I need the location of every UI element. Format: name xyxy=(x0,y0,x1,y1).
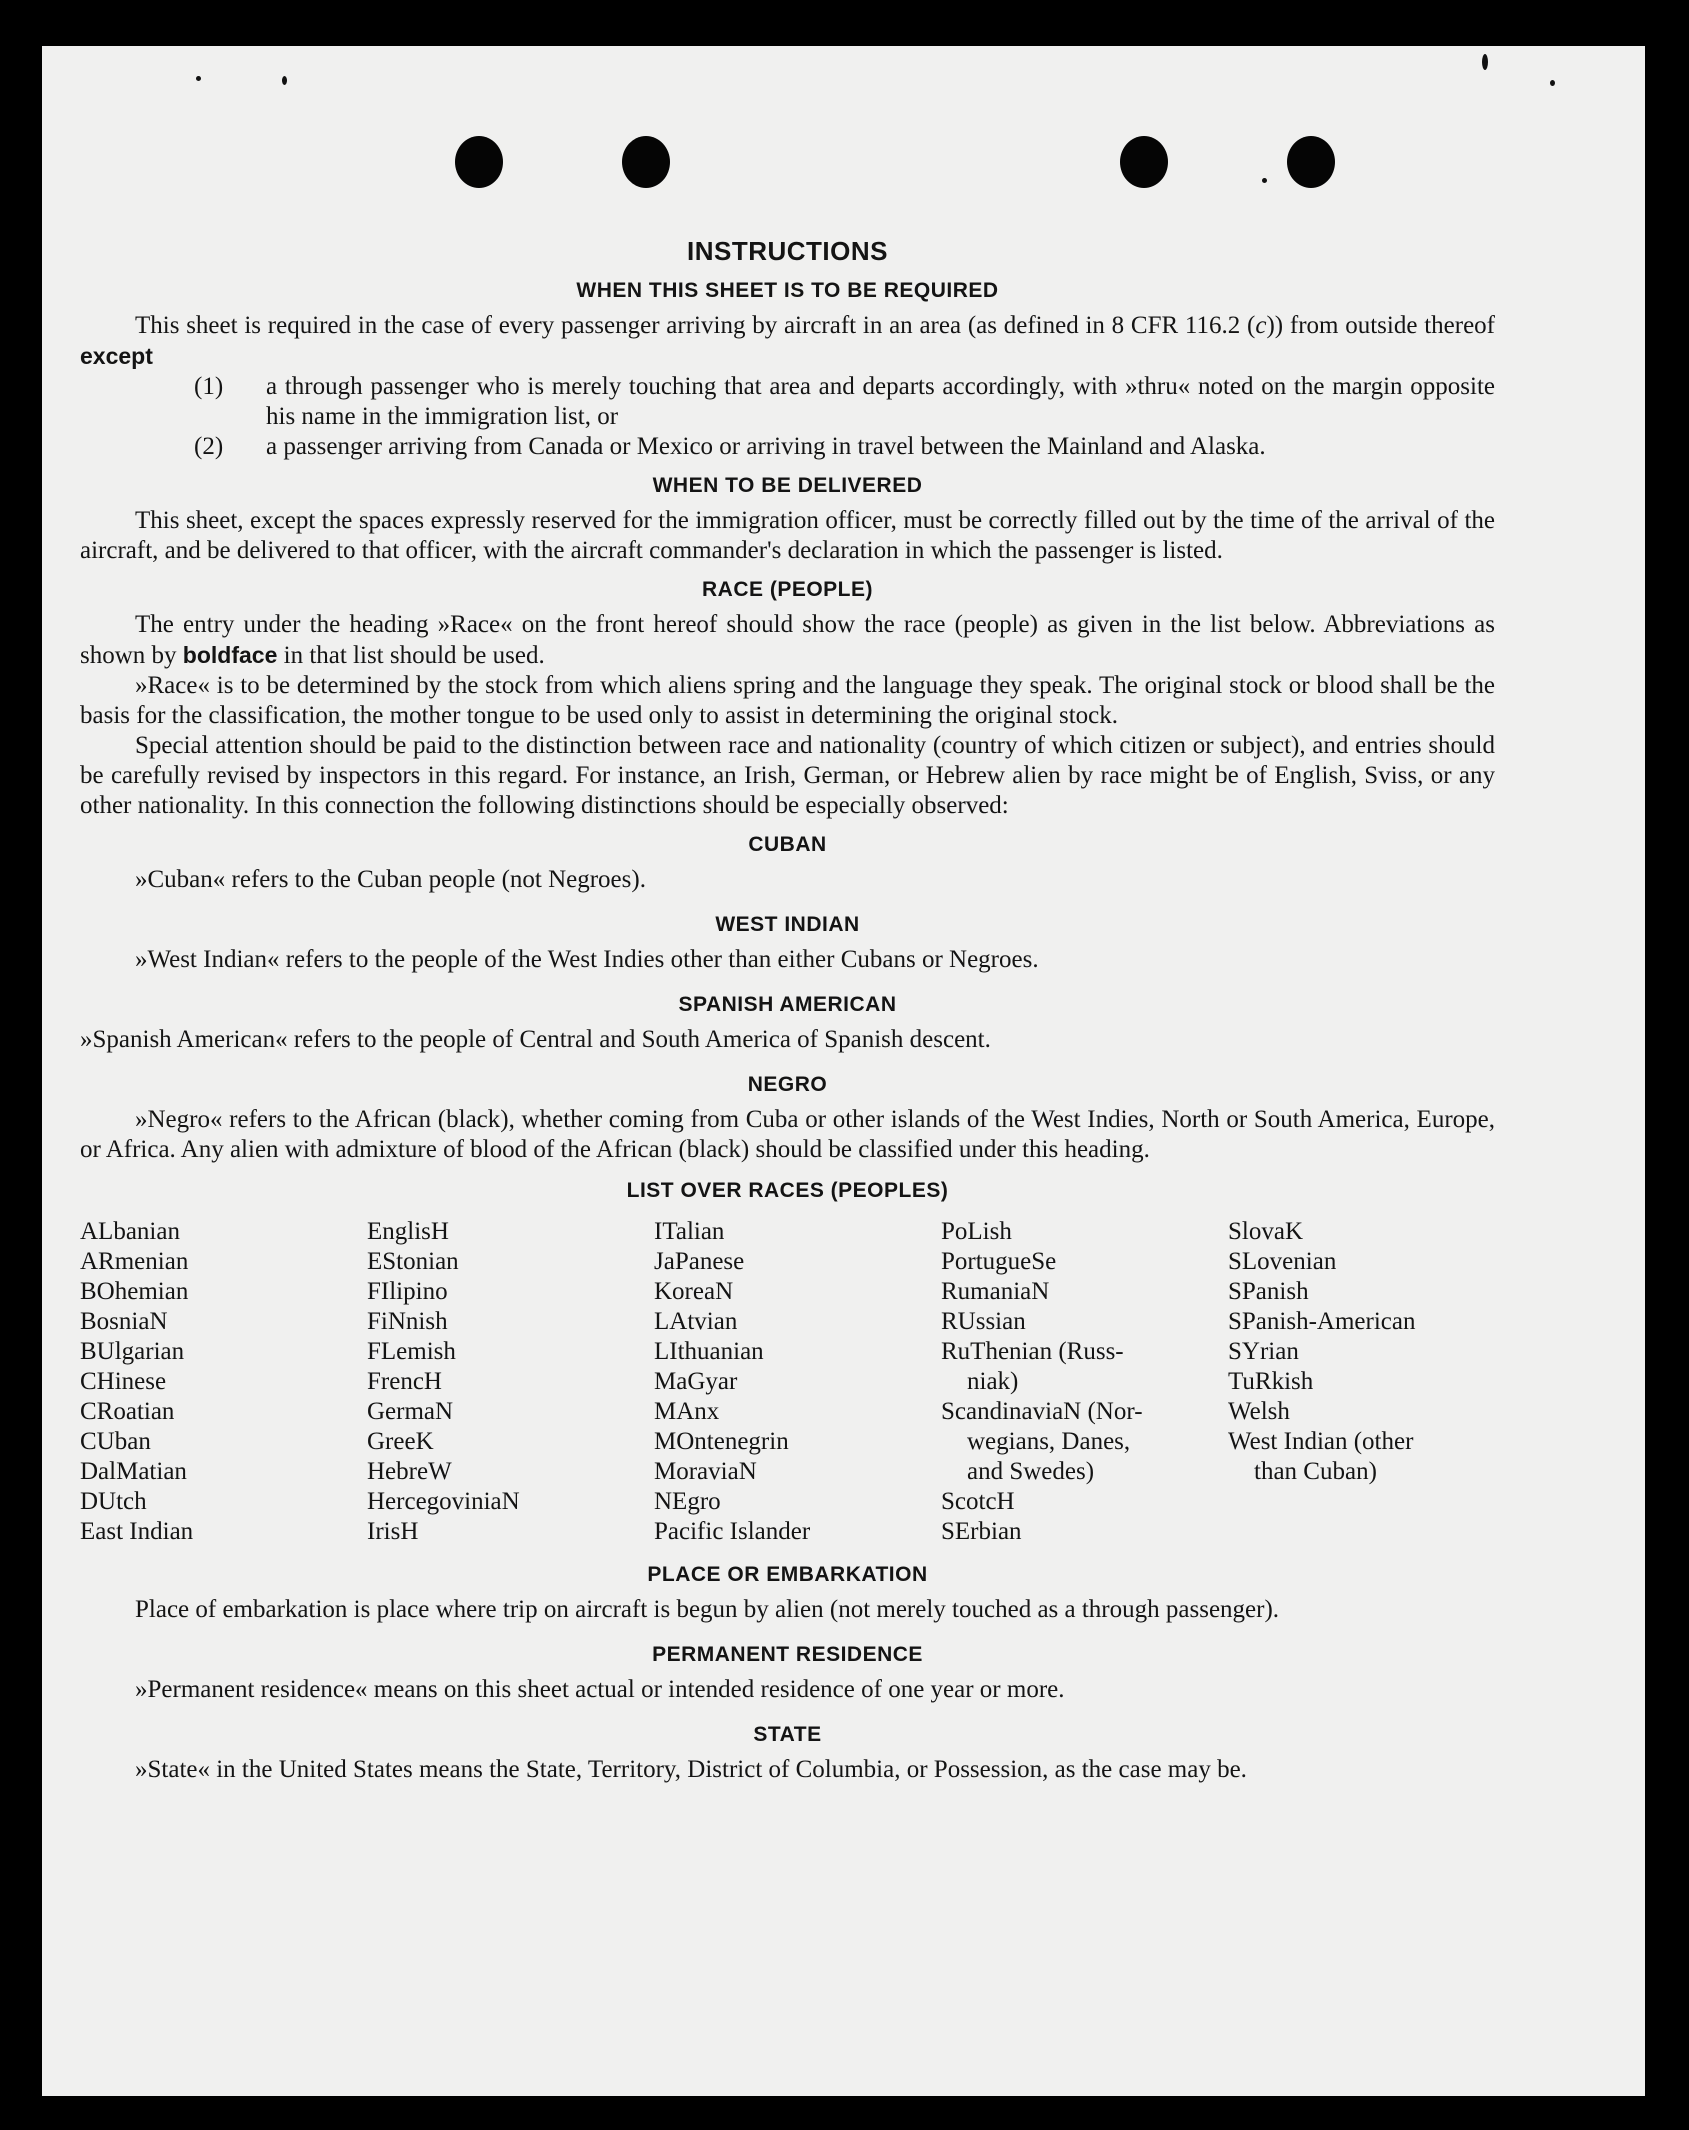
race-item: West Indian (other than Cuban) xyxy=(1228,1428,1414,1485)
paragraph: »West Indian« refers to the people of the West Indies other than either Cubans or Negroes. xyxy=(135,946,1039,973)
race-item: RumaniaN xyxy=(941,1278,1050,1305)
paragraph: Special attention should be paid to the distinction between race and nationality (country of which citizen or subject), and entries should be carefully revised by inspectors in this regard. For instance, an Irish, German, or Hebrew alien by race might be of English, Sviss, or any other nationality. In this connection the following distinctions should be especially observed: xyxy=(80,732,1495,819)
race-column xyxy=(1228,1217,1495,1547)
punch-hole xyxy=(455,136,503,188)
paragraph: »Negro« refers to the African (black), whether coming from Cuba or other islands of the West Indies, North or South America, Europe, or Africa. Any alien with admixture of blood of the African (black) should be classified under this heading. xyxy=(80,1106,1495,1163)
section-heading: WHEN THIS SHEET IS TO BE REQUIRED xyxy=(576,279,999,302)
race-item: HebreW xyxy=(367,1458,452,1485)
race-item: CRoatian xyxy=(80,1398,175,1425)
race-item: SLovenian xyxy=(1228,1248,1337,1275)
race-item: SYrian xyxy=(1228,1338,1299,1365)
race-item: FiNnish xyxy=(367,1308,448,1335)
race-item: GreeK xyxy=(367,1428,434,1455)
race-item: PortugueSe xyxy=(941,1248,1057,1275)
race-column xyxy=(654,1217,941,1547)
document-body xyxy=(80,194,1495,1785)
paragraph: »State« in the United States means the State, Territory, District of Columbia, or Possession, as the case may be. xyxy=(135,1756,1247,1783)
race-item: SPanish-American xyxy=(1228,1308,1416,1335)
section-heading: STATE xyxy=(753,1723,822,1746)
paragraph: This sheet, except the spaces expressly reserved for the immigration officer, must be correctly filled out by the time of the arrival of the aircraft, and be delivered to that officer, with the aircraft commander's declaration in which the passenger is listed. xyxy=(80,507,1495,564)
punch-hole xyxy=(622,136,670,188)
race-item: DUtch xyxy=(80,1488,147,1515)
section-heading: CUBAN xyxy=(748,833,827,856)
race-item: BosniaN xyxy=(80,1308,168,1335)
race-item: Pacific Islander xyxy=(654,1518,811,1545)
race-item: MaGyar xyxy=(654,1368,738,1395)
race-list xyxy=(80,1217,1495,1547)
instruction-sheet xyxy=(42,46,1645,2096)
section-heading: SPANISH AMERICAN xyxy=(678,993,897,1016)
race-item: LAtvian xyxy=(654,1308,738,1335)
race-item: FrencH xyxy=(367,1368,442,1395)
section-heading: WEST INDIAN xyxy=(715,913,860,936)
race-column xyxy=(367,1217,654,1547)
paragraph: »Spanish American« refers to the people of Central and South America of Spanish descent. xyxy=(80,1026,991,1053)
paragraph: The entry under the heading »Race« on the front hereof should show the race (people) as given in the list below. Abbreviations as shown by boldface in that list should be used. xyxy=(80,611,1495,669)
race-item: ScotcH xyxy=(941,1488,1015,1515)
race-item: MAnx xyxy=(654,1398,720,1425)
race-item: BUlgarian xyxy=(80,1338,185,1365)
race-item: ScandinaviaN (Nor- wegians, Danes, and Swedes) xyxy=(941,1398,1143,1485)
race-item: SErbian xyxy=(941,1518,1022,1545)
race-item: BOhemian xyxy=(80,1278,189,1305)
section-heading: NEGRO xyxy=(747,1073,828,1096)
race-item: DalMatian xyxy=(80,1458,187,1485)
race-item: Welsh xyxy=(1228,1398,1290,1425)
section-heading: PLACE OR EMBARKATION xyxy=(647,1563,928,1586)
race-item: MOntenegrin xyxy=(654,1428,789,1455)
paragraph: »Race« is to be determined by the stock from which aliens spring and the language they speak. The original stock or blood shall be the basis for the classification, the mother tongue to be used only to assist in determining the original stock. xyxy=(80,672,1495,729)
speck xyxy=(196,76,201,81)
race-item: CUban xyxy=(80,1428,151,1455)
race-item: JaPanese xyxy=(654,1248,745,1275)
section-heading: LIST OVER RACES (PEOPLES) xyxy=(626,1179,949,1202)
race-item: ITalian xyxy=(654,1218,725,1245)
race-item: FLemish xyxy=(367,1338,456,1365)
paragraph: »Permanent residence« means on this sheet actual or intended residence of one year or more. xyxy=(135,1676,1065,1703)
race-item: IrisH xyxy=(367,1518,419,1545)
section-heading: RACE (PEOPLE) xyxy=(701,578,873,601)
punch-hole xyxy=(1287,136,1335,188)
race-item: RUssian xyxy=(941,1308,1026,1335)
list-item: (1) a through passenger who is merely touching that area and departs accordingly, with »thru« noted on the margin opposite his name in the immigration list, or xyxy=(194,373,1495,430)
paragraph: Place of embarkation is place where trip on aircraft is begun by alien (not merely touched as a through passenger). xyxy=(135,1596,1280,1623)
race-column xyxy=(80,1217,367,1547)
race-item: ALbanian xyxy=(80,1218,180,1245)
race-item: GermaN xyxy=(367,1398,454,1425)
race-item: EnglisH xyxy=(367,1218,449,1245)
list-item: (2) a passenger arriving from Canada or Mexico or arriving in travel between the Mainland and Alaska. xyxy=(194,433,1266,460)
race-item: RuThenian (Russ- niak) xyxy=(941,1338,1124,1395)
race-item: KoreaN xyxy=(654,1278,734,1305)
paragraph: »Cuban« refers to the Cuban people (not Negroes). xyxy=(135,866,646,893)
speck xyxy=(1262,178,1267,183)
race-item: LIthuanian xyxy=(654,1338,764,1365)
race-item: ARmenian xyxy=(80,1248,189,1275)
race-item: CHinese xyxy=(80,1368,167,1395)
race-column xyxy=(941,1217,1228,1547)
race-item: FIlipino xyxy=(367,1278,448,1305)
race-item: SlovaK xyxy=(1228,1218,1303,1245)
race-item: EStonian xyxy=(367,1248,459,1275)
paragraph: This sheet is required in the case of every passenger arriving by aircraft in an area (as defined in 8 CFR 116.2 (c)) from outside thereof except xyxy=(80,312,1495,369)
section-heading: PERMANENT RESIDENCE xyxy=(652,1643,923,1666)
page-title: INSTRUCTIONS xyxy=(687,236,888,266)
race-item: NEgro xyxy=(654,1488,721,1515)
race-item: East Indian xyxy=(80,1518,194,1545)
speck xyxy=(282,76,287,85)
punch-hole xyxy=(1120,136,1168,188)
race-item: SPanish xyxy=(1228,1278,1309,1305)
race-item: HercegoviniaN xyxy=(367,1488,520,1515)
race-item: PoLish xyxy=(941,1218,1012,1245)
speck xyxy=(1482,54,1488,70)
race-item: MoraviaN xyxy=(654,1458,757,1485)
speck xyxy=(1550,80,1555,86)
section-heading: WHEN TO BE DELIVERED xyxy=(652,474,923,497)
race-item: TuRkish xyxy=(1228,1368,1314,1395)
